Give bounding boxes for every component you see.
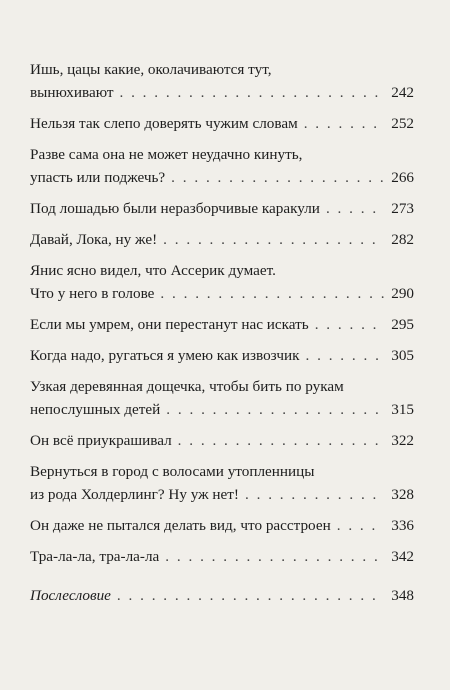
toc-page-number: 273 [391, 200, 414, 217]
dot-leader [178, 429, 384, 452]
toc-entry-title-line1: Янис ясно видел, что Ассерик думает. [30, 262, 276, 279]
toc-entry [30, 344, 414, 367]
toc-entry [30, 259, 414, 305]
toc-entry [30, 313, 414, 336]
toc-entry [30, 228, 414, 251]
toc-entry-afterword [30, 584, 414, 607]
toc-entry [30, 460, 414, 506]
toc-entry-title-line2: Что у него в голове [30, 285, 155, 302]
toc-entry-title: Он всё приукрашивал [30, 432, 172, 449]
toc-page-number: 295 [391, 316, 414, 333]
dot-leader [160, 282, 384, 305]
toc-entry [30, 58, 414, 104]
toc-page-number: 290 [391, 285, 414, 302]
table-of-contents [30, 58, 414, 607]
toc-entry-title-line1: Узкая деревянная дощечка, чтобы бить по рукам [30, 378, 344, 395]
toc-entry-title: Нельзя так слепо доверять чужим словам [30, 115, 298, 132]
toc-entry [30, 429, 414, 452]
toc-entry-title-line1: Разве сама она не может неудачно кинуть, [30, 146, 303, 163]
toc-entry [30, 197, 414, 220]
toc-entry-title: Давай, Лока, ну же! [30, 231, 158, 248]
dot-leader [166, 398, 384, 421]
dot-leader [171, 166, 384, 189]
toc-entry [30, 545, 414, 568]
toc-page-number: 342 [391, 548, 414, 565]
toc-page-number: 348 [391, 587, 414, 604]
toc-page-number: 315 [391, 401, 414, 418]
dot-leader [337, 514, 384, 537]
toc-page-number: 336 [391, 517, 414, 534]
toc-entry-title-line1: Вернуться в город с волосами утопленницы [30, 463, 315, 480]
toc-entry-title-line1: Ишь, цацы какие, околачиваются тут, [30, 61, 272, 78]
toc-entry [30, 143, 414, 189]
toc-page-number: 305 [391, 347, 414, 364]
toc-entry-title: Под лошадью были неразборчивые каракули [30, 200, 320, 217]
toc-entry [30, 375, 414, 421]
afterword-title: Послесловие [30, 587, 111, 604]
toc-entry-title: Если мы умрем, они перестанут нас искать [30, 316, 309, 333]
dot-leader [326, 197, 384, 220]
dot-leader [117, 584, 384, 607]
toc-entry-title: Он даже не пытался делать вид, что расстроен [30, 517, 331, 534]
toc-entry [30, 112, 414, 135]
toc-entry-title: Тра-ла-ла, тра-ла-ла [30, 548, 160, 565]
toc-entry-title-line2: вынюхивают [30, 84, 114, 101]
toc-entry [30, 514, 414, 537]
toc-page-number: 328 [391, 486, 414, 503]
toc-entry-title-line2: непослушных детей [30, 401, 161, 418]
dot-leader [245, 483, 384, 506]
dot-leader [315, 313, 384, 336]
dot-leader [304, 112, 384, 135]
toc-page-number: 322 [391, 432, 414, 449]
dot-leader [119, 81, 384, 104]
toc-page-number: 242 [391, 84, 414, 101]
toc-page-number: 282 [391, 231, 414, 248]
dot-leader [306, 344, 384, 367]
toc-entry-title: Когда надо, ругаться я умею как извозчик [30, 347, 300, 364]
toc-page-number: 266 [391, 169, 414, 186]
dot-leader [163, 228, 384, 251]
toc-page-number: 252 [391, 115, 414, 132]
toc-entry-title-line2: упасть или поджечь? [30, 169, 166, 186]
toc-entry-title-line2: из рода Холдерлинг? Ну уж нет! [30, 486, 239, 503]
dot-leader [165, 545, 384, 568]
